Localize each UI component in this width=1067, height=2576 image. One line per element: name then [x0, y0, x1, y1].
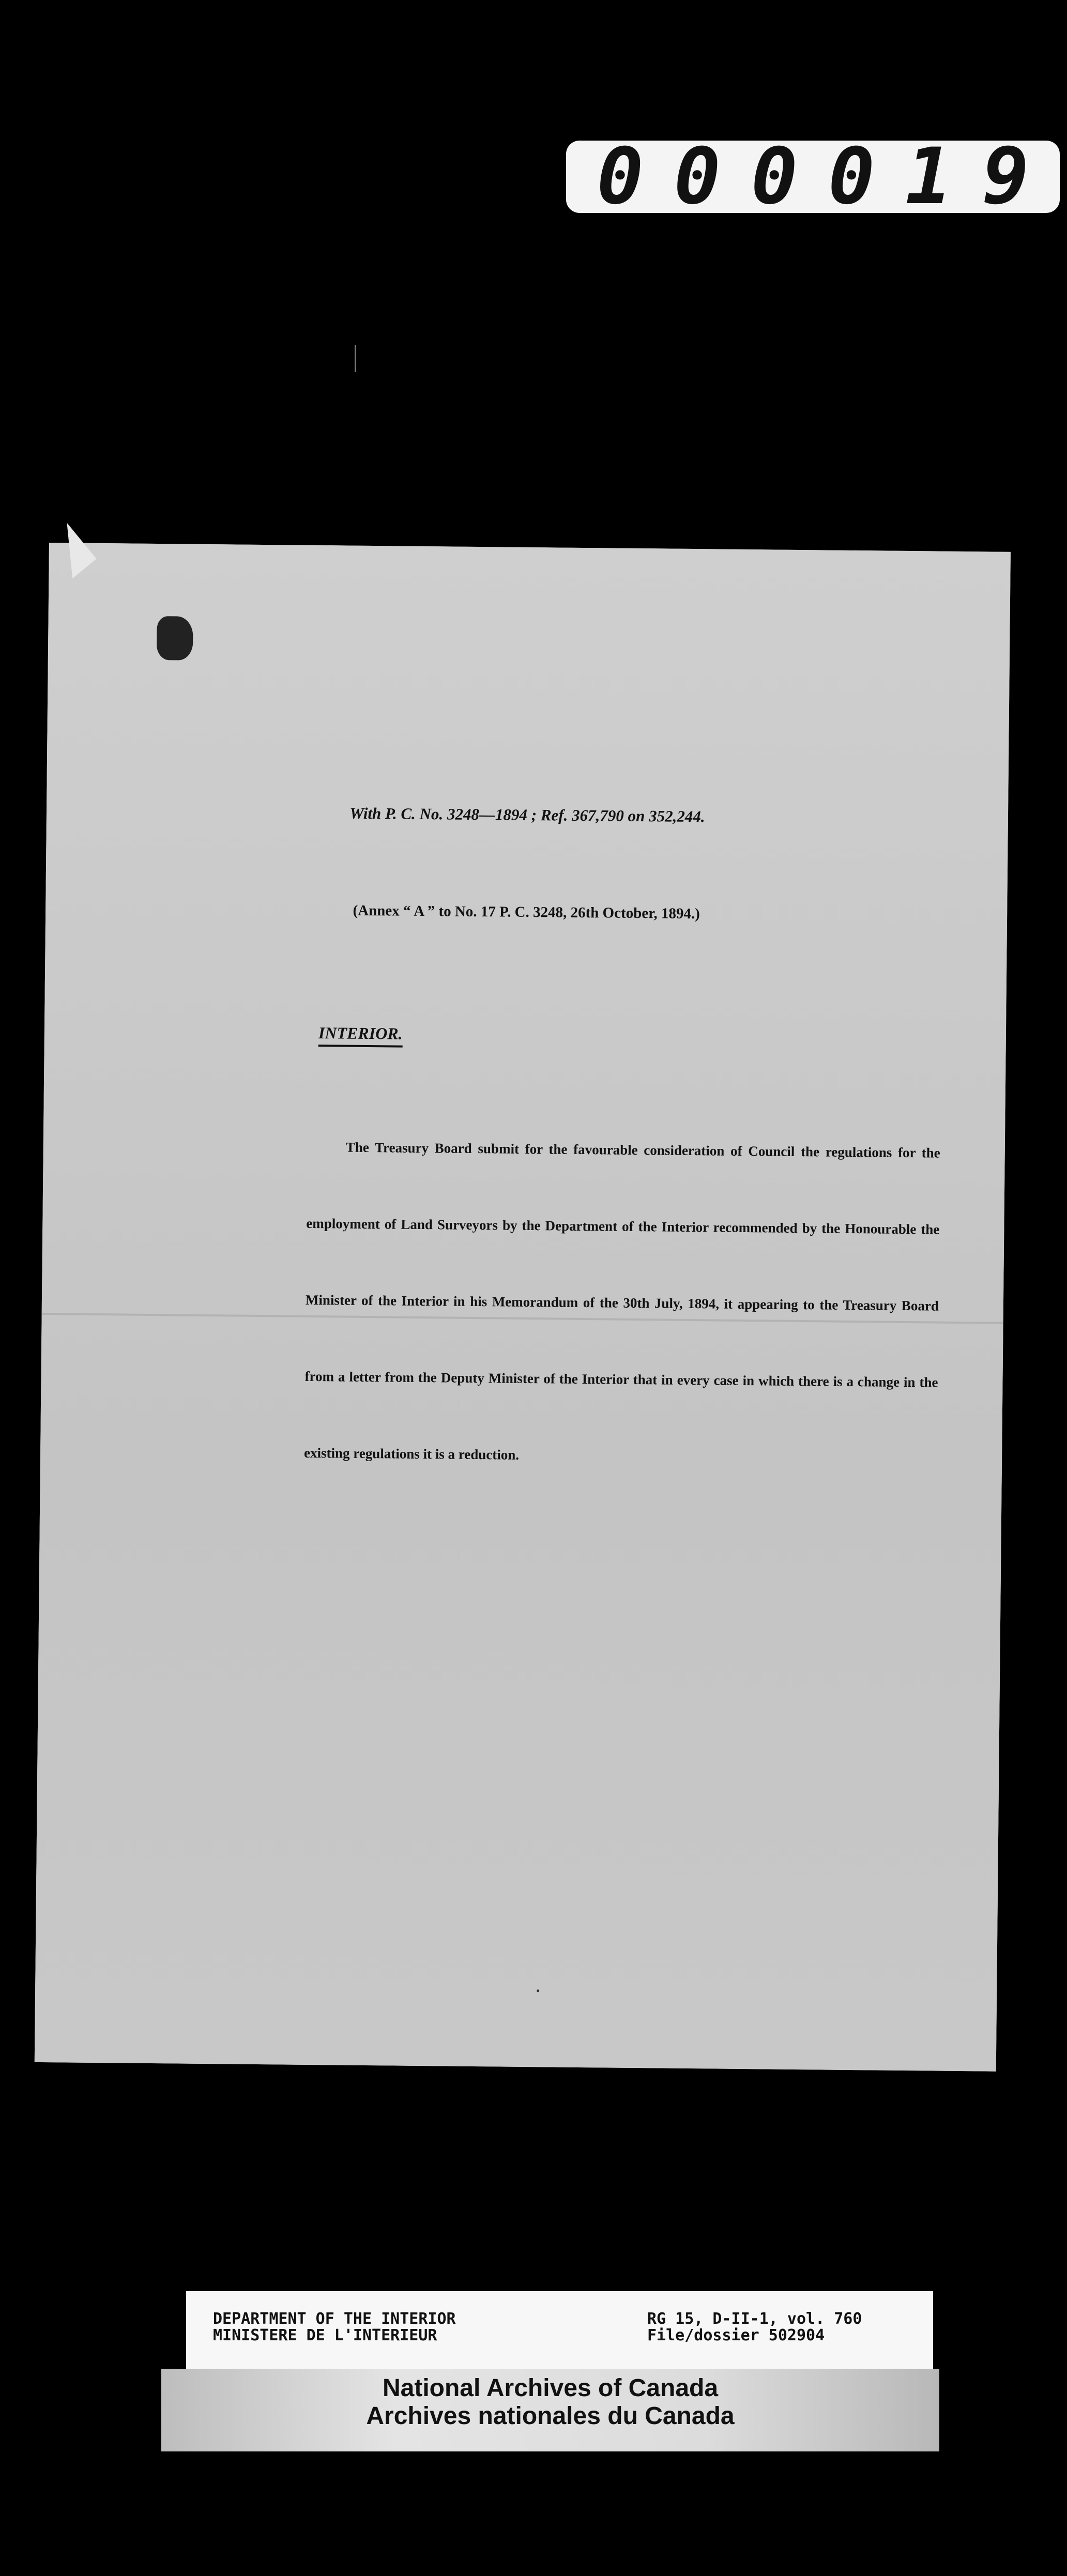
frame-digit: 0 [597, 132, 644, 222]
frame-digit: 0 [828, 132, 875, 222]
archives-name-english: National Archives of Canada [382, 2374, 719, 2402]
frame-digit: 1 [905, 132, 952, 222]
reference-line: With P. C. No. 3248—1894 ; Ref. 367,790 on 352,244. [349, 804, 705, 826]
archives-name-french: Archives nationales du Canada [366, 2402, 735, 2430]
paper-speck [537, 1989, 539, 1992]
frame-digit: 9 [982, 132, 1029, 222]
frame-digit: 0 [751, 132, 798, 222]
archive-label [186, 2291, 933, 2369]
punch-hole [157, 616, 193, 661]
document-sheet [35, 543, 1011, 2072]
record-group: RG 15, D-II-1, vol. 760 [647, 2310, 862, 2328]
file-number: File/dossier 502904 [647, 2326, 825, 2344]
archives-banner [161, 2369, 939, 2451]
section-title: INTERIOR. [318, 1023, 403, 1048]
department-english: DEPARTMENT OF THE INTERIOR [213, 2310, 456, 2328]
reference-block [647, 2311, 862, 2344]
body-paragraph: The Treasury Board submit for the favourable consideration of Council the regulations for the employment of Land Surveyors by the Department of the Interior recommended by the Honourable the Minister of the Interior in his Memorandum of the 30th July, 1894, it appearing to the Treasury Board from a letter from the Deputy Minister of the Interior that in every case in which there is a change in the existing regulations it is a reduction. [303, 1139, 940, 1463]
annex-line: (Annex “ A ” to No. 17 P. C. 3248, 26th October, 1894.) [353, 902, 700, 923]
department-block [213, 2311, 456, 2344]
frame-digit: 0 [674, 132, 721, 222]
film-mark [355, 345, 356, 372]
frame-number-plate [566, 132, 1060, 222]
department-french: MINISTERE DE L'INTERIEUR [213, 2326, 437, 2344]
